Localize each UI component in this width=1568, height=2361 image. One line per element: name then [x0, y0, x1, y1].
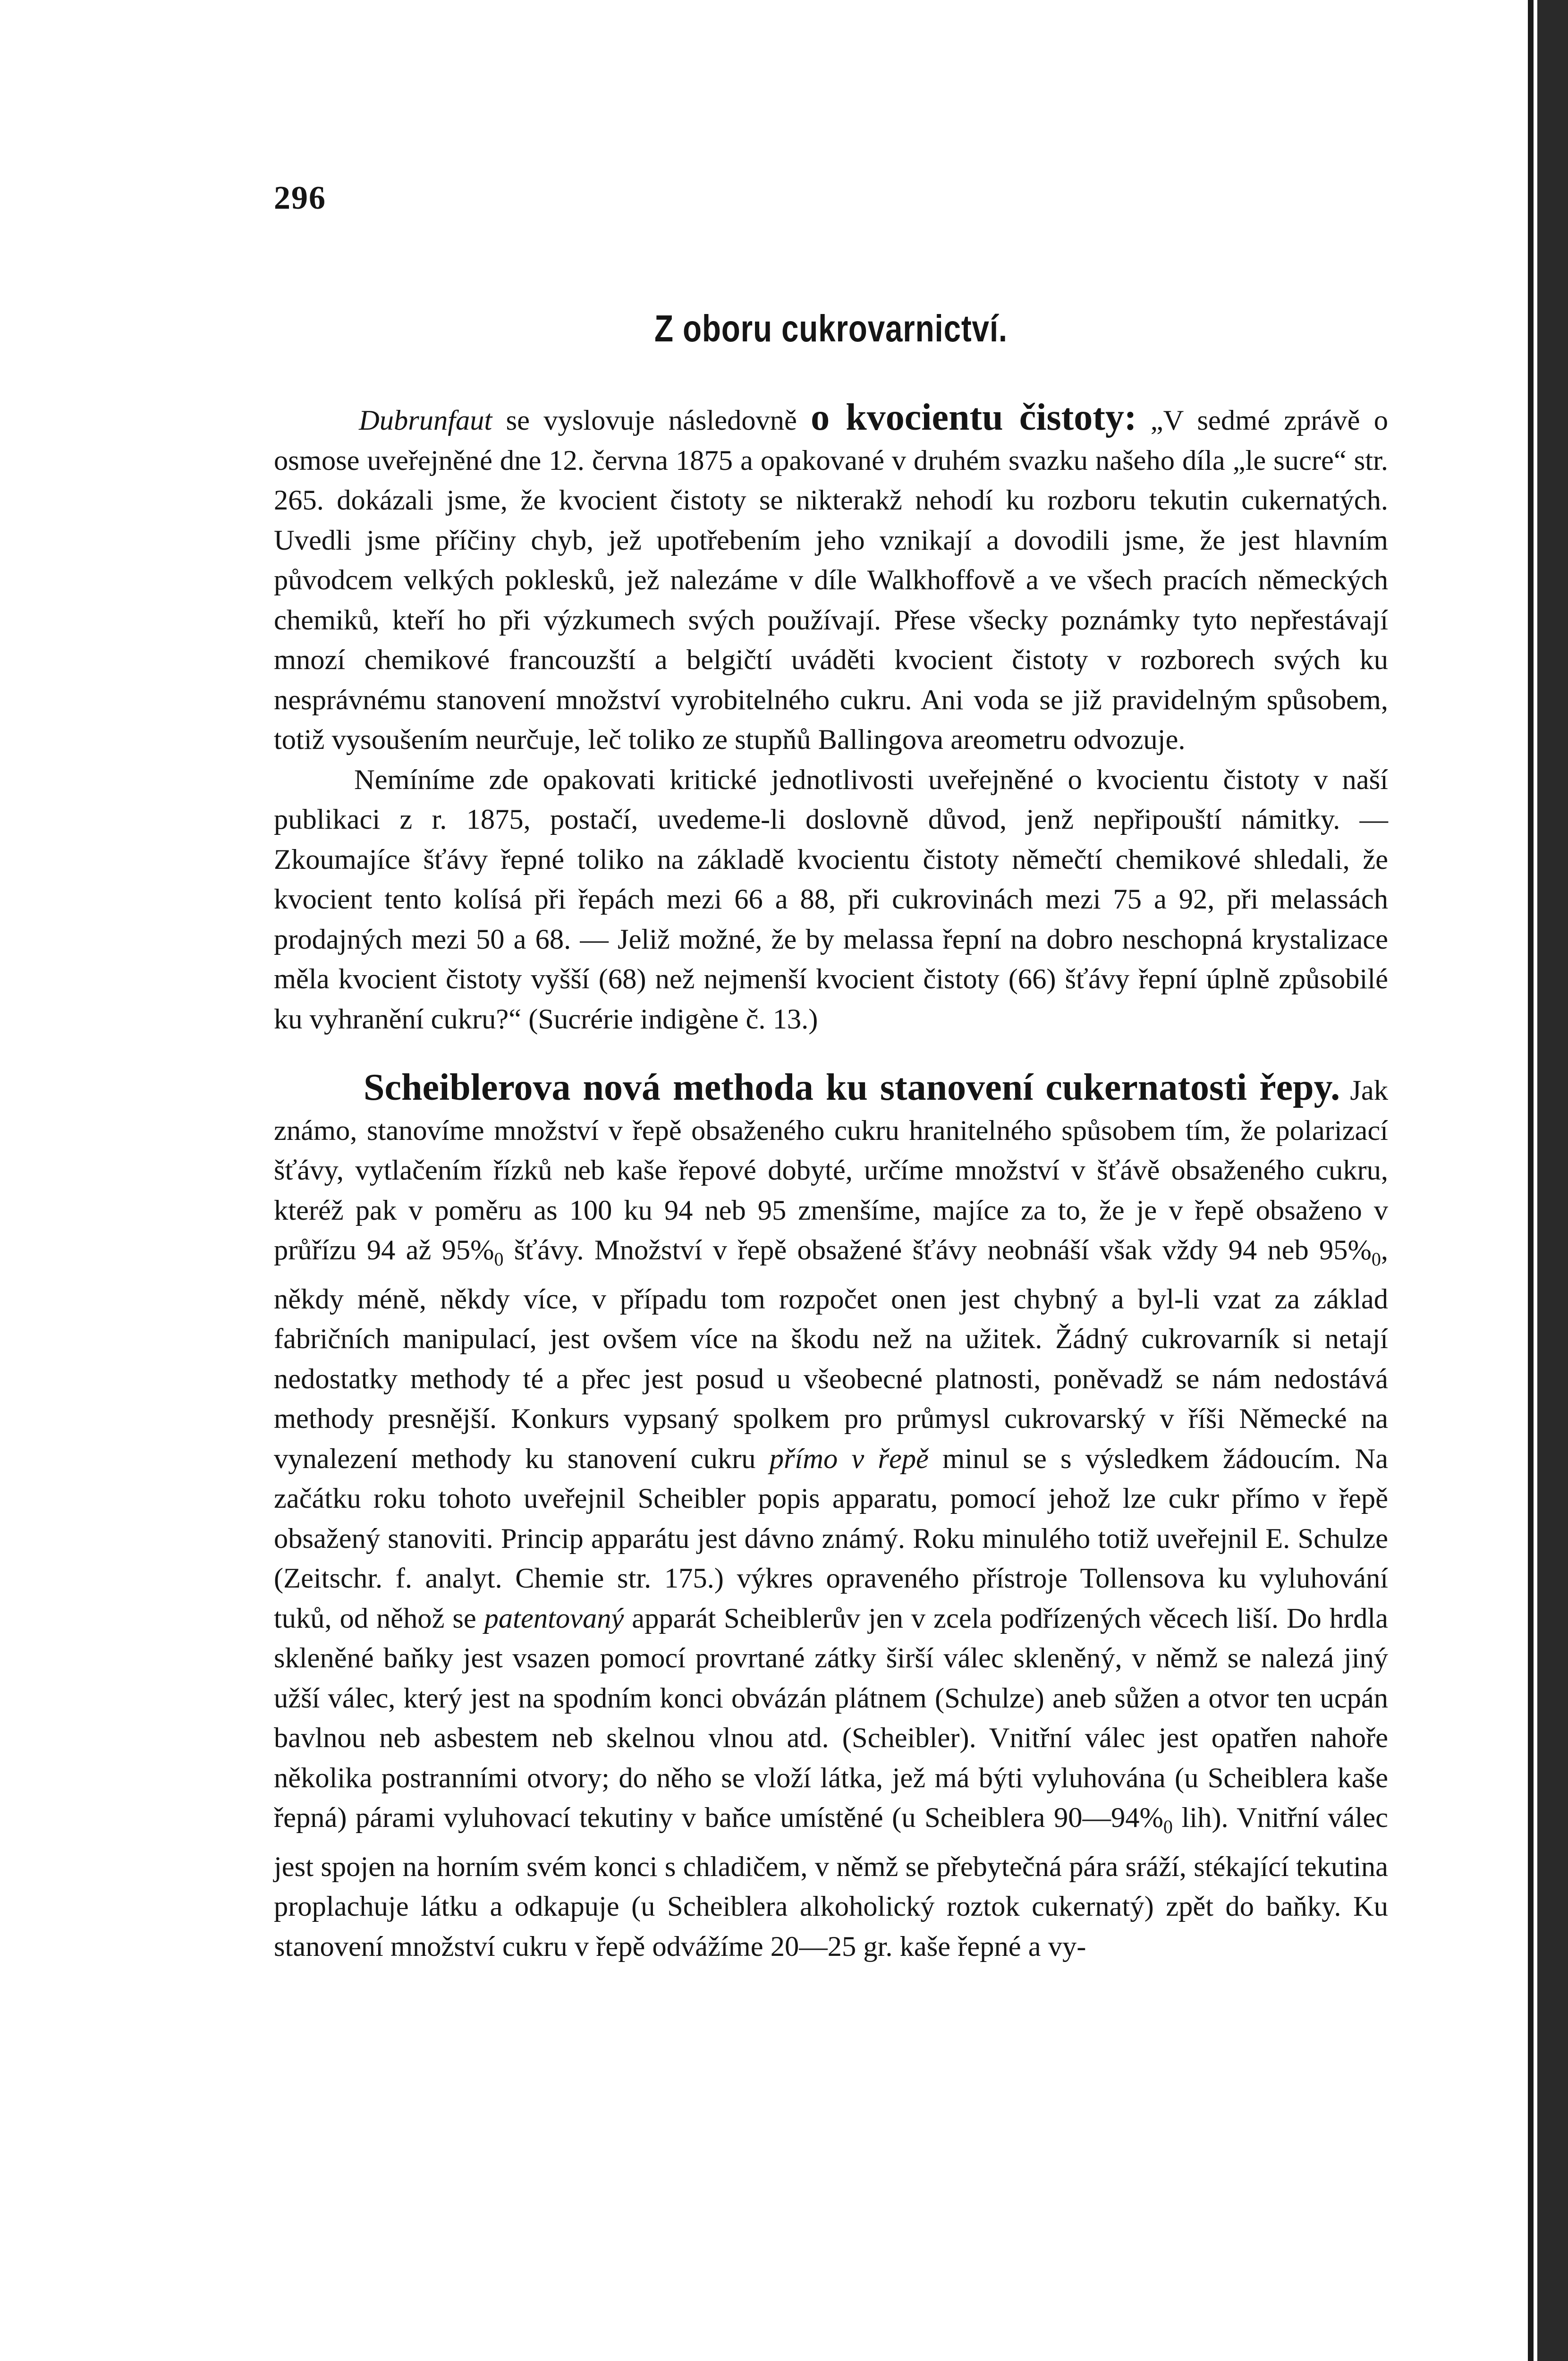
percent-subscript-2: 0	[1371, 1248, 1381, 1270]
scan-edge-shadow	[1537, 0, 1568, 2361]
article1-paragraph-2: Nemíníme zde opakovati kritické jednotlivosti uveřejněné o kvocientu čistoty v naší publikaci z r. 1875, postačí, uvedeme-li doslovně důvod, jenž nepřipouští námitky. — Zkoumajíce šťávy řepné toliko na základě kvocientu čistoty němečtí chemikové shledali, že kvocient tento kolísá při řepách mezi 66 a 88, při cukrovinách mezi 75 a 92, při melassách prodajných mezi 50 a 68. — Jeliž možné, že by melassa řepní na dobro neschopná krystalizace měla kvocient čistoty vyšší (68) než nejmenší kvocient čistoty (66) šťávy řepní úplně způsobilé ku vyhranění cukru?“ (Sucrérie indigène č. 13.)	[274, 764, 1388, 1035]
article2-text-4: minul se s výsledkem žádoucím. Na začátku roku tohoto uveřejnil Scheibler popis apparatu, pomocí jehož lze cukr přímo v řepě obsažený stanoviti. Princip apparátu jest dávno známý. Roku minulého totiž uveřejnil E. Schulze (Zeitschr. f. analyt. Chemie str. 175.) výkres opraveného přístroje Tollensova ku vyluhování tuků, od něhož se	[274, 1443, 1388, 1634]
percent-sign-1: %	[470, 1234, 494, 1266]
article2-paragraph	[274, 1068, 1388, 1967]
page-content	[274, 179, 1388, 1967]
article1-body: „V sedmé zprávě o osmose uveřejněné dne 12. června 1875 a opakované v druhém svazku našeho díla „le sucre“ str. 265. dokázali jsme, že kvocient čistoty se nikterakž nehodí ku rozboru tekutin cukernatých. Uvedli jsme příčiny chyb, jež upotřebením jeho vznikají a dovodili jsme, že jest hlavním původcem velkých poklesků, jež nalezáme v díle Walkhoffově a ve všech pracích německých chemiků, kteří ho při výzkumech svých používají. Přese všecky poznámky tyto nepřestávají mnozí chemikové francouzští a belgičtí uváděti kvocient čistoty v rozborech svých ku nesprávnému stanovení množství vyrobitelného cukru. Ani voda se již pravidelným spůsobem, totiž vysoušením neurčuje, leč toliko ze stupňů Ballingova areometru odvozuje.	[274, 405, 1389, 756]
section-title: Z oboru cukrovarnictví.	[654, 307, 1008, 349]
percent-sign-3: %	[1139, 1802, 1163, 1834]
intro-text: se vyslovuje následovně	[492, 405, 811, 436]
article2-text-2: šťávy. Množství v řepě obsažené šťávy neobnáší však vždy 94 neb 95	[503, 1234, 1348, 1266]
percent-sign-2: %	[1348, 1234, 1372, 1266]
article1-topic: o kvocientu čistoty:	[811, 397, 1137, 438]
percent-subscript-3: 0	[1163, 1816, 1173, 1838]
article2-text-3: , někdy méně, někdy více, v případu tom rozpočet onen jest chybný a byl-li vzat za základ fabričních manipulací, jest ovšem více na škodu než na užitek. Žádný cukrovarník si netají nedostatky methody té a přec jest posud u všeobecné platnosti, poněvadž se nám nedostává methody presnější. Konkurs vypsaný spolkem pro průmysl cukrovarský v říši Německé na vynalezení methody ku stanovení cukru	[274, 1234, 1388, 1475]
emphasis-patentovany: patentovaný	[484, 1602, 624, 1634]
author-name: Dubrunfaut	[359, 405, 492, 436]
article-scheibler	[274, 1068, 1388, 1967]
percent-subscript-1: 0	[494, 1248, 504, 1270]
page-number: 296	[274, 180, 326, 216]
article-kvocient	[274, 398, 1388, 1039]
article2-text-5: apparát Scheiblerův jen v zcela podřízených věcech liší. Do hrdla skleněné baňky jest vsazen pomocí provrtané zátky širší válec skleněný, v němž se nalezá jiný užší válec, který jest na spodním konci obvázán plátnem (Schulze) aneb sůžen a otvor ten ucpán bavlnou neb asbestem neb skelnou vlnou atd. (Scheibler). Vnitřní válec jest opatřen nahoře několika postranními otvory; do něho se vloží látka, jež má býti vyluhována (u Scheiblera kaše řepná) párami vyluhovací tekutiny v baňce umístěné (u Scheiblera 90—94	[274, 1602, 1388, 1834]
article2-text-1: Jak známo, stanovíme množství v řepě obsaženého cukru hranitelného spůsobem tím, že polarizací šťávy, vytlačením řízků neb kaše řepové dobyté, určíme množství v šťávě obsaženého cukru, kteréž pak v poměru as 100 ku 94 neb 95 zmenšíme, majíce za to, že je v řepě obsaženo v průřízu 94 až 95	[274, 1075, 1388, 1266]
emphasis-primo-v-repe: přímo v řepě	[769, 1443, 929, 1475]
article1-paragraph-1	[274, 398, 1388, 760]
scan-edge-line	[1528, 0, 1534, 2361]
article2-text-6: lih). Vnitřní válec jest spojen na horním svém konci s chladičem, v němž se přebytečná pára sráží, stékající tekutina proplachuje látku a odkapuje (u Scheiblera alkoholický roztok cukernatý) zpět do baňky. Ku stanovení množství cukru v řepě odvážíme 20—25 gr. kaše řepné a vy-	[274, 1802, 1388, 1962]
article2-heading: Scheiblerova nová methoda ku stanovení cukernatosti řepy.	[364, 1067, 1340, 1108]
